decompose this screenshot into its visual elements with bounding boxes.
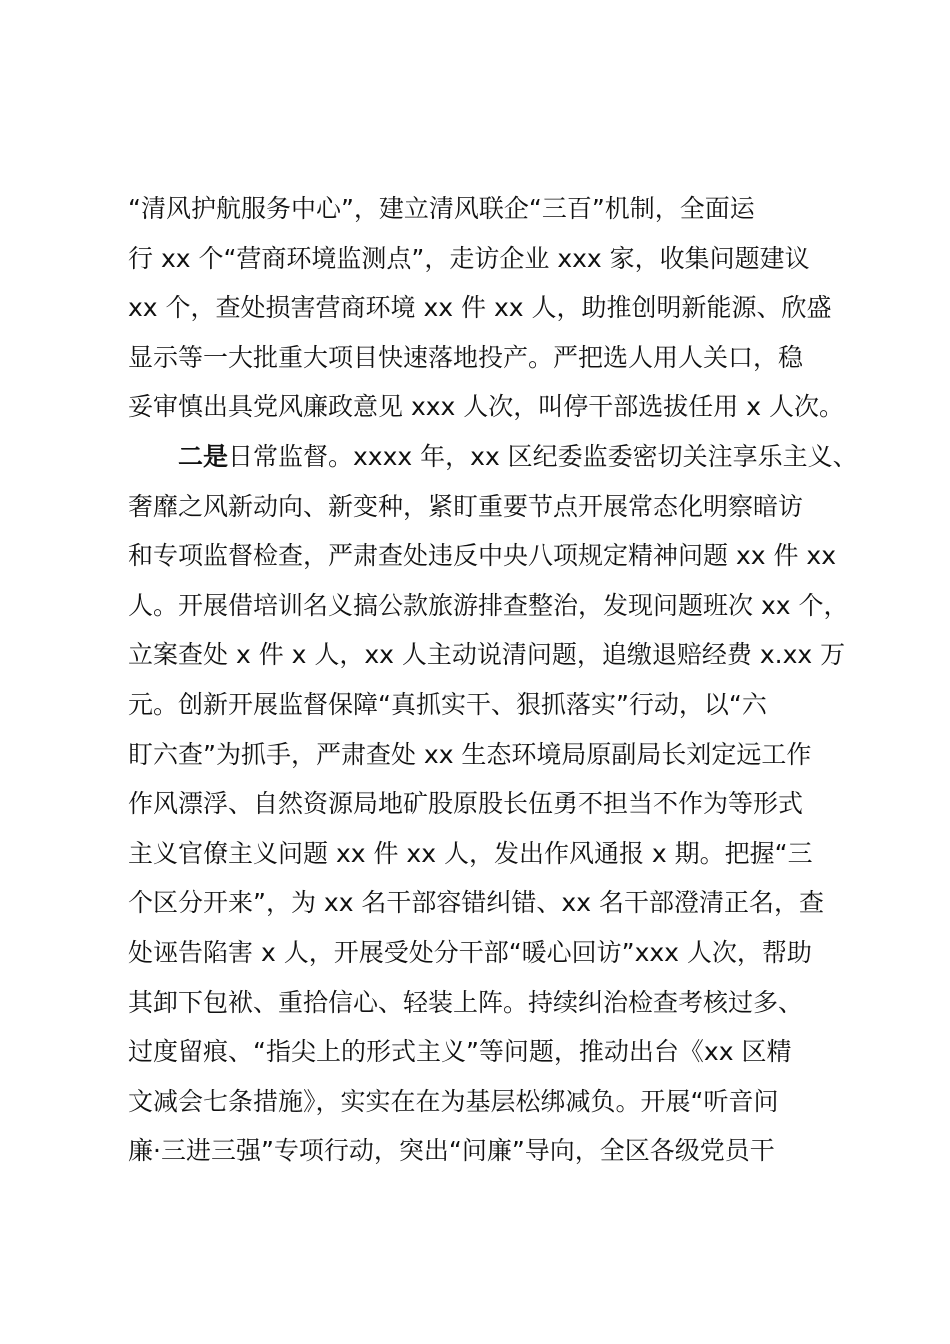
text-line-13: 作风漂浮、自然资源局地矿股原股长伍勇不担当不作为等形式	[128, 789, 804, 819]
text-line-19: 文减会七条措施》，实实在在为基层松绑减负。开展“听音问	[128, 1086, 779, 1116]
text-line-8: 和专项监督检查，严肃查处违反中央八项规定精神问题 xx 件 xx	[128, 541, 837, 571]
text-line-20: 廉·三进三强”专项行动，突出“问廉”导向，全区各级党员干	[128, 1136, 775, 1166]
text-line-10: 立案查处 x 件 x 人，xx 人主动说清问题，追缴退赔经费 x.xx 万	[128, 640, 846, 670]
text-line-15: 个区分开来”，为 xx 名干部容错纠错、xx 名干部澄清正名，查	[128, 888, 824, 918]
paragraph-start-line	[128, 432, 858, 482]
text-line-5: 妥审慎出具党风廉政意见 xxx 人次，叫停干部选拔任用 x 人次。	[128, 392, 844, 422]
text-line-18: 过度留痕、“指尖上的形式主义”等问题，推动出台《xx 区精	[128, 1037, 792, 1067]
text-line-1: “清风护航服务中心”，建立清风联企“三百”机制，全面运	[128, 194, 755, 223]
text-line-11: 元。创新开展监督保障“真抓实干、狠抓落实”行动，以“六	[128, 689, 767, 719]
paragraph-start-text: 日常监督。xxxx 年，xx 区纪委监委密切关注享乐主义、	[228, 441, 858, 471]
text-line-17: 其卸下包袱、重拾信心、轻装上阵。持续纠治检查考核过多、	[128, 987, 804, 1017]
text-line-14: 主义官僚主义问题 xx 件 xx 人，发出作风通报 x 期。把握“三	[128, 838, 813, 868]
text-line-4: 显示等一大批重大项目快速落地投产。严把选人用人关口，稳	[128, 342, 804, 372]
text-line-2: 行 xx 个“营商环境监测点”，走访企业 xxx 家，收集问题建议	[128, 243, 810, 273]
document-body	[128, 184, 858, 1176]
text-line-12: 盯六查”为抓手，严肃查处 xx 生态环境局原副局长刘定远工作	[128, 739, 812, 769]
paragraph-heading: 二是	[178, 441, 229, 471]
text-line-9: 人。开展借培训名义搞公款旅游排查整治，发现问题班次 xx 个，	[128, 590, 849, 620]
text-line-7: 奢靡之风新动向、新变种，紧盯重要节点开展常态化明察暗访	[128, 491, 804, 521]
text-line-3: xx 个，查处损害营商环境 xx 件 xx 人，助推创明新能源、欣盛	[128, 293, 832, 323]
text-line-16: 处诬告陷害 x 人，开展受处分干部“暖心回访”xxx 人次，帮助	[128, 937, 812, 967]
